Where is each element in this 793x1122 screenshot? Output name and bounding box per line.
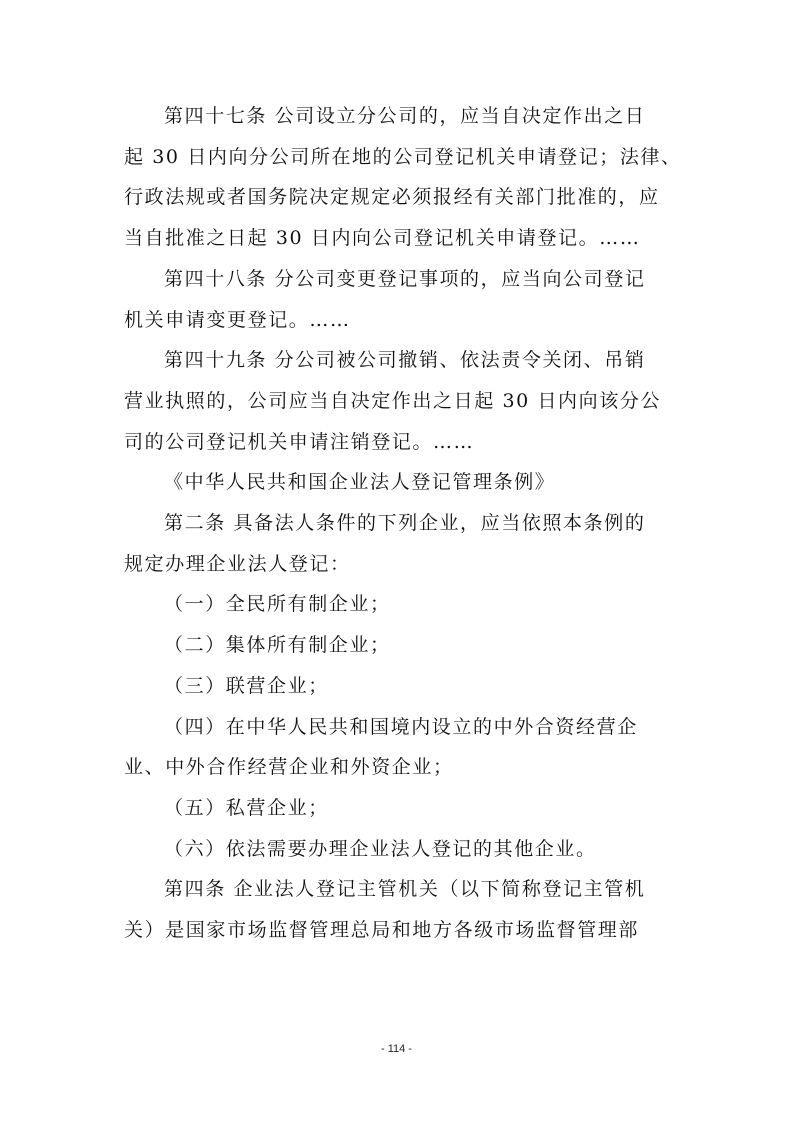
paragraph-item-4 bbox=[124, 707, 669, 788]
text-line: 《中华人民共和国企业法人登记管理条例》 bbox=[164, 471, 556, 494]
paragraph-article-4 bbox=[124, 869, 669, 950]
page-number: - 114 - bbox=[381, 1043, 412, 1055]
text-line: （一）全民所有制企业； bbox=[164, 593, 391, 616]
text-line: 司的公司登记机关申请注销登记。…… bbox=[124, 430, 475, 453]
paragraph-item-3 bbox=[124, 666, 669, 707]
text-line: 第二条 具备法人条件的下列企业，应当依照本条例的 bbox=[164, 512, 646, 535]
paragraph-regulation-title bbox=[124, 462, 669, 503]
text-line: 关）是国家市场监督管理总局和地方各级市场监督管理部 bbox=[124, 919, 640, 942]
text-line: 当自批准之日起 30 日内向公司登记机关申请登记。…… bbox=[124, 227, 641, 250]
text-line: 第四条 企业法人登记主管机关（以下简称登记主管机 bbox=[164, 878, 646, 901]
text-line: （三）联营企业； bbox=[164, 674, 329, 697]
paragraph-item-1 bbox=[124, 584, 669, 625]
text-line: 第四十九条 分公司被公司撤销、依法责令关闭、吊销 bbox=[164, 349, 646, 372]
text-line: 第四十七条 公司设立分公司的，应当自决定作出之日 bbox=[164, 105, 646, 127]
text-line: （四）在中华人民共和国境内设立的中外合资经营企 bbox=[164, 715, 638, 738]
paragraph-article-2 bbox=[124, 503, 669, 584]
text-line: （二）集体所有制企业； bbox=[164, 634, 391, 657]
text-line: 起 30 日内向分公司所在地的公司登记机关申请登记；法律、 bbox=[124, 145, 682, 168]
text-line: 业、中外合作经营企业和外资企业； bbox=[124, 756, 454, 779]
paragraph-article-47 bbox=[124, 96, 682, 259]
paragraph-item-2 bbox=[124, 625, 669, 666]
paragraph-article-48 bbox=[124, 259, 669, 340]
text-line: 规定办理企业法人登记： bbox=[124, 552, 351, 575]
text-line: （六）依法需要办理企业法人登记的其他企业。 bbox=[164, 837, 597, 860]
document-body bbox=[124, 96, 682, 951]
paragraph-item-6 bbox=[124, 829, 669, 870]
text-line: （五）私营企业； bbox=[164, 796, 329, 819]
text-line: 行政法规或者国务院决定规定必须报经有关部门批准的，应 bbox=[124, 186, 660, 209]
paragraph-article-49 bbox=[124, 340, 669, 462]
paragraph-item-5 bbox=[124, 788, 669, 829]
text-line: 营业执照的，公司应当自决定作出之日起 30 日内向该分公 bbox=[124, 389, 662, 412]
text-line: 第四十八条 分公司变更登记事项的，应当向公司登记 bbox=[164, 267, 646, 290]
text-line: 机关申请变更登记。…… bbox=[124, 308, 351, 331]
